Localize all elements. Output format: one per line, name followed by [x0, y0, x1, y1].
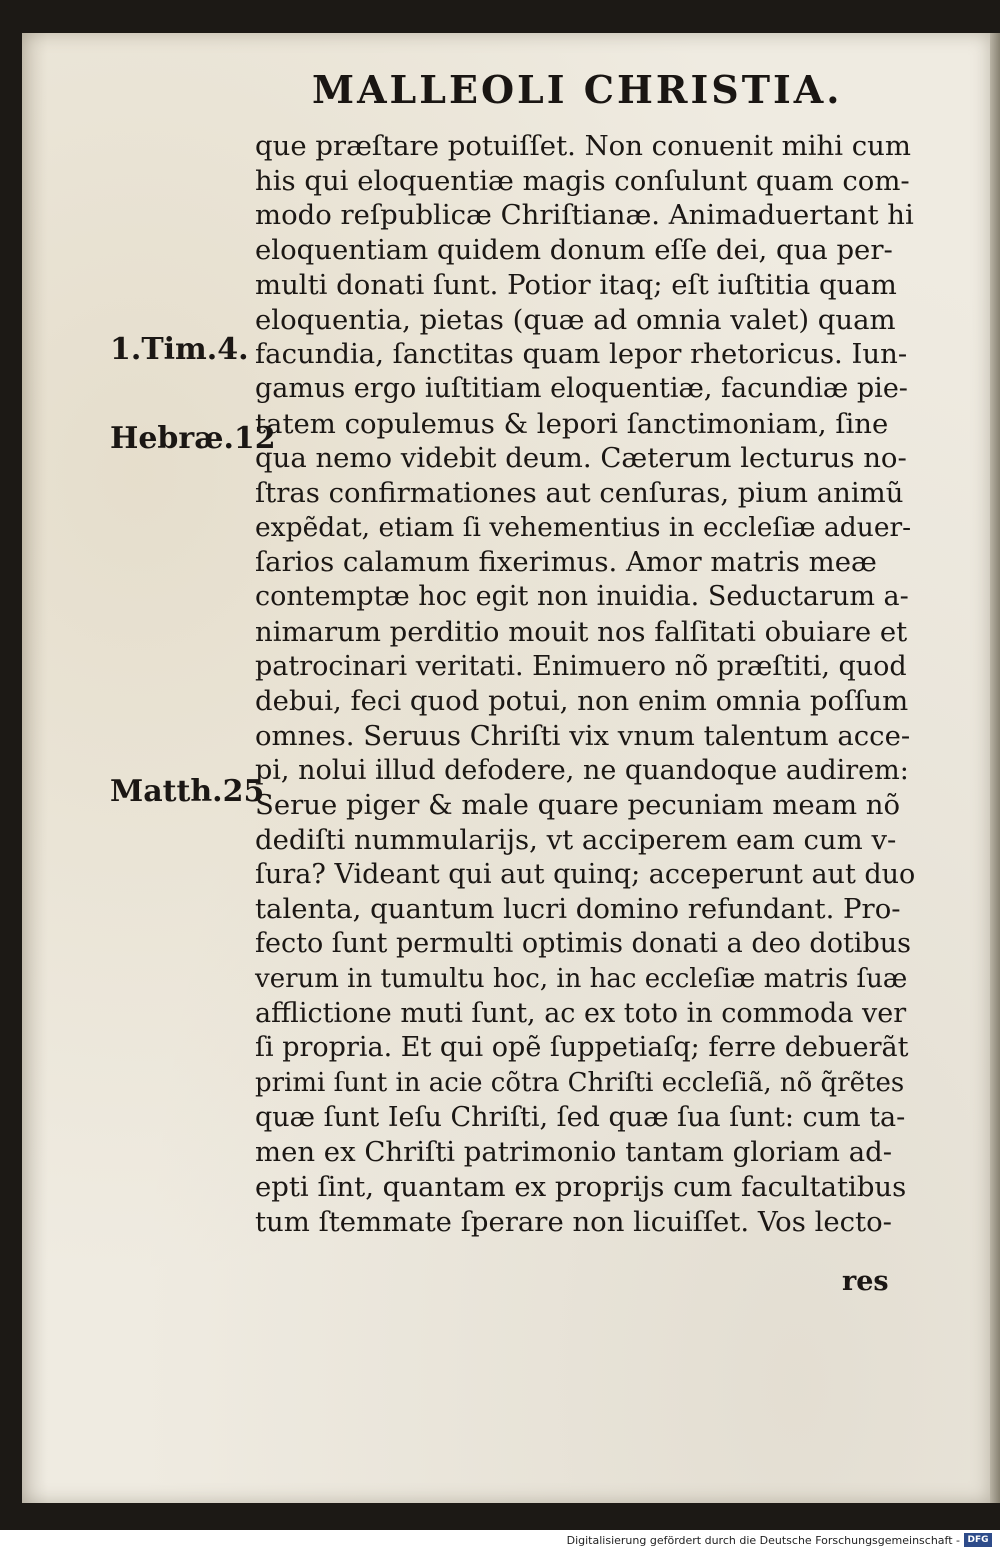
text-line: tatem copulemus & lepori ſanctimoniam, ſine	[255, 407, 889, 440]
text-line: verum in tumultu hoc, in hac eccleſiæ matris ſuæ	[255, 963, 908, 994]
margin-note-tim: 1.Tim.4.	[110, 332, 249, 367]
text-line: eloquentia, pietas (quæ ad omnia valet) quam	[255, 303, 896, 336]
page-edge	[990, 33, 1000, 1503]
text-line: fecto ſunt permulti optimis donati a deo dotibus	[255, 928, 911, 960]
text-line: contemptæ hoc egit non inuidia. Seductarum a-	[255, 581, 909, 613]
footer-credit: Digitalisierung gefördert durch die Deutsche Forschungsgemeinschaft -	[566, 1534, 960, 1547]
text-line: qua nemo videbit deum. Cæterum lecturus no-	[255, 442, 907, 475]
text-line: afflictione muti ſunt, ac ex toto in commoda ver	[255, 997, 907, 1029]
text-line: eloquentiam quidem donum eſſe dei, qua per-	[255, 234, 893, 267]
text-line: ſura? Videant qui aut quinq; acceperunt aut duo	[255, 858, 916, 890]
body-text	[255, 129, 915, 1240]
margin-note-matth: Matth.25	[110, 774, 265, 809]
text-line: tum ſtemmate ſperare non licuiſſet. Vos lecto-	[255, 1205, 892, 1238]
text-line: men ex Chriſti patrimonio tantam gloriam ad-	[255, 1136, 893, 1169]
text-line: patrocinari veritati. Enimuero nõ præſtiti, quod	[255, 650, 907, 682]
text-line: dediſti nummularijs, vt acciperem eam cum v-	[255, 824, 897, 857]
text-line: pi, nolui illud defodere, ne quandoque audirem:	[255, 754, 909, 786]
footer-strip	[0, 1530, 1000, 1550]
text-line: que præſtare potuiſſet. Non conuenit mihi cum	[255, 130, 911, 162]
text-line: modo reſpublicæ Chriſtianæ. Animaduertant hi	[255, 199, 914, 232]
text-line: quæ ſunt Ieſu Chriſti, ſed quæ ſua ſunt: cum ta-	[255, 1101, 906, 1133]
text-line: facundia, ſanctitas quam lepor rhetoricus. Iun-	[255, 338, 908, 371]
text-line: epti ſint, quantam ex proprijs cum facultatibus	[255, 1171, 907, 1204]
text-line: his qui eloquentiæ magis conſulunt quam com-	[255, 164, 910, 197]
running-head: MALLEOLI CHRISTIA.	[312, 67, 843, 112]
text-line: talenta, quantum lucri domino refundant. Pro-	[255, 893, 901, 926]
text-line: ſarios calamum fixerimus. Amor matris meæ	[255, 546, 877, 579]
catchword: res	[842, 1266, 889, 1297]
margin-note-hebrae: Hebræ.12	[110, 421, 276, 456]
dfg-logo-icon: DFG	[964, 1533, 992, 1547]
text-line: debui, feci quod potui, non enim omnia poſſum	[255, 685, 909, 718]
text-line: multi donati ſunt. Potior itaq; eſt iuſtitia quam	[255, 268, 897, 301]
book-page	[22, 33, 990, 1503]
text-line: omnes. Seruus Chriſti vix vnum talentum acce-	[255, 719, 911, 752]
text-line: ſi propria. Et qui opẽ ſuppetiaſq; ferre debuerãt	[255, 1032, 909, 1064]
text-line: Serue piger & male quare pecuniam meam nõ	[255, 789, 901, 822]
text-line: ſtras confirmationes aut cenſuras, pium animũ	[255, 477, 904, 510]
text-line: expẽdat, etiam ſi vehementius in eccleſiæ aduer-	[255, 511, 912, 543]
text-line: gamus ergo iuſtitiam eloquentiæ, facundiæ pie-	[255, 372, 908, 404]
text-line: primi ſunt in acie cõtra Chriſti eccleſiã, nõ q̃rẽtes	[255, 1067, 905, 1098]
text-line: nimarum perditio mouit nos falſitati obuiare et	[255, 615, 908, 648]
